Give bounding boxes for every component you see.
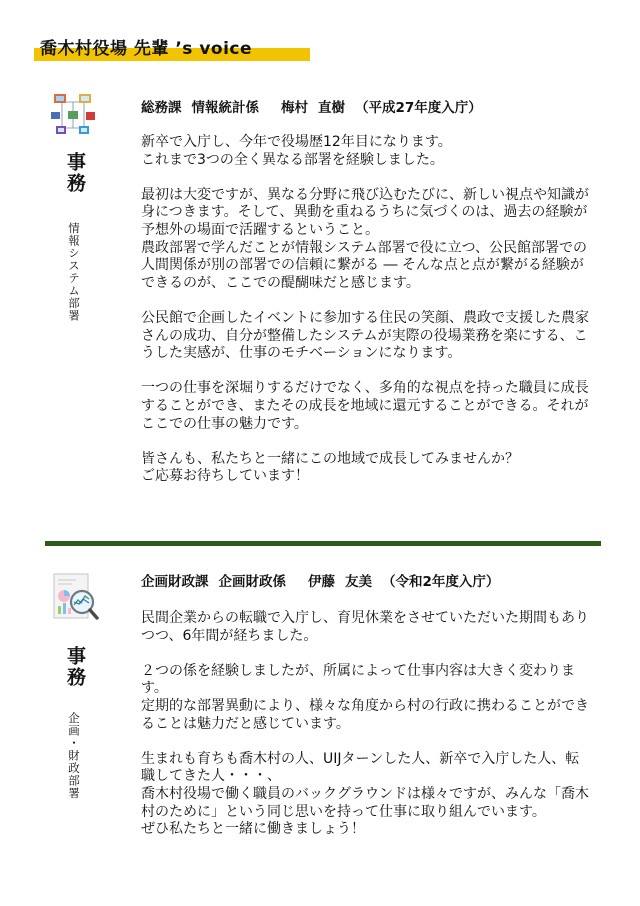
testimonial-body xyxy=(141,134,591,503)
page-header xyxy=(34,34,252,59)
section-name: 情報統計係 xyxy=(191,100,259,116)
join-year: （令和2年度入庁） xyxy=(382,574,500,590)
page-title: 喬木村役場 先輩 ’s voice xyxy=(40,39,253,59)
family-name: 伊藤 xyxy=(308,574,335,590)
testimonial-body xyxy=(141,610,591,839)
family-name: 梅村 xyxy=(281,100,308,116)
section-name: 企画財政係 xyxy=(218,574,286,590)
paragraph: 一つの仕事を深堀りするだけでなく、多角的な視点を持った職員に成長することができ、またその成長を地域に還元することができる。それがここでの仕事の魅力です。 xyxy=(141,380,589,432)
paragraph: ２つの係を経験しましたが、所属によって仕事内容は大きく変わります。 定期的な部署異動により、様々な角度から村の行政に携わることができることは魅力だと感じています。 xyxy=(141,662,589,732)
category-label: 事務 xyxy=(64,152,86,194)
paragraph: 生まれも育ちも喬木村の人、UIJターンした人、新卒で入庁した人、転職してきた人・・・、 喬木村役場で働く職員のバックグラウンドは様々ですが、みんな「喬木村のために」という同じ思いを持って仕事に取り組んでいます。 ぜひ私たちと一緒に働きましょう！ xyxy=(141,750,589,838)
department-label: 情報システム部署 xyxy=(67,222,81,322)
paragraph: 民間企業からの転職で入庁し、育児休業をさせていただいた期間もありつつ、6年間が経ちました。 xyxy=(141,610,589,644)
division-name: 総務課 xyxy=(141,100,182,116)
division-name: 企画財政課 xyxy=(141,574,209,590)
section-divider xyxy=(45,541,601,546)
employee-info xyxy=(141,570,509,590)
paragraph: 公民館で企画したイベントに参加する住民の笑顔、農政で支援した農家さんの成功、自分が整備したシステムが実際の役場業務を楽にする、こうした実感が、仕事のモチベーションになります。 xyxy=(141,309,589,362)
join-year: （平成27年度入庁） xyxy=(355,100,482,116)
paragraph: 皆さんも、私たちと一緒にこの地域で成長してみませんか？ ご応募お待ちしています！ xyxy=(141,450,519,485)
employee-info xyxy=(141,96,492,116)
given-name: 直樹 xyxy=(318,100,345,116)
paragraph: 新卒で入庁し、今年で役場歴12年目になります。 これまで3つの全く異なる部署を経験しました。 xyxy=(141,134,452,168)
category-label: 事務 xyxy=(64,646,86,688)
magnifier-chart-icon xyxy=(50,572,102,630)
department-label: 企画・財政部署 xyxy=(67,712,81,800)
paragraph: 最初は大変ですが、異なる分野に飛び込むたびに、新しい視点や知識が身につきます。そして、異動を重ねるうちに気づくのは、過去の経験が予想外の場面で活躍するということ。 農政部署で学んだことが情報システム部署で役に立つ、公民館部署での人間関係が別の部署での信頼に繋がる ― そんな点と点が繋がる経験ができるのが、ここでの醍醐味だと感じます。 xyxy=(141,186,589,291)
given-name: 友美 xyxy=(345,574,372,590)
computer-network-icon xyxy=(48,90,98,140)
